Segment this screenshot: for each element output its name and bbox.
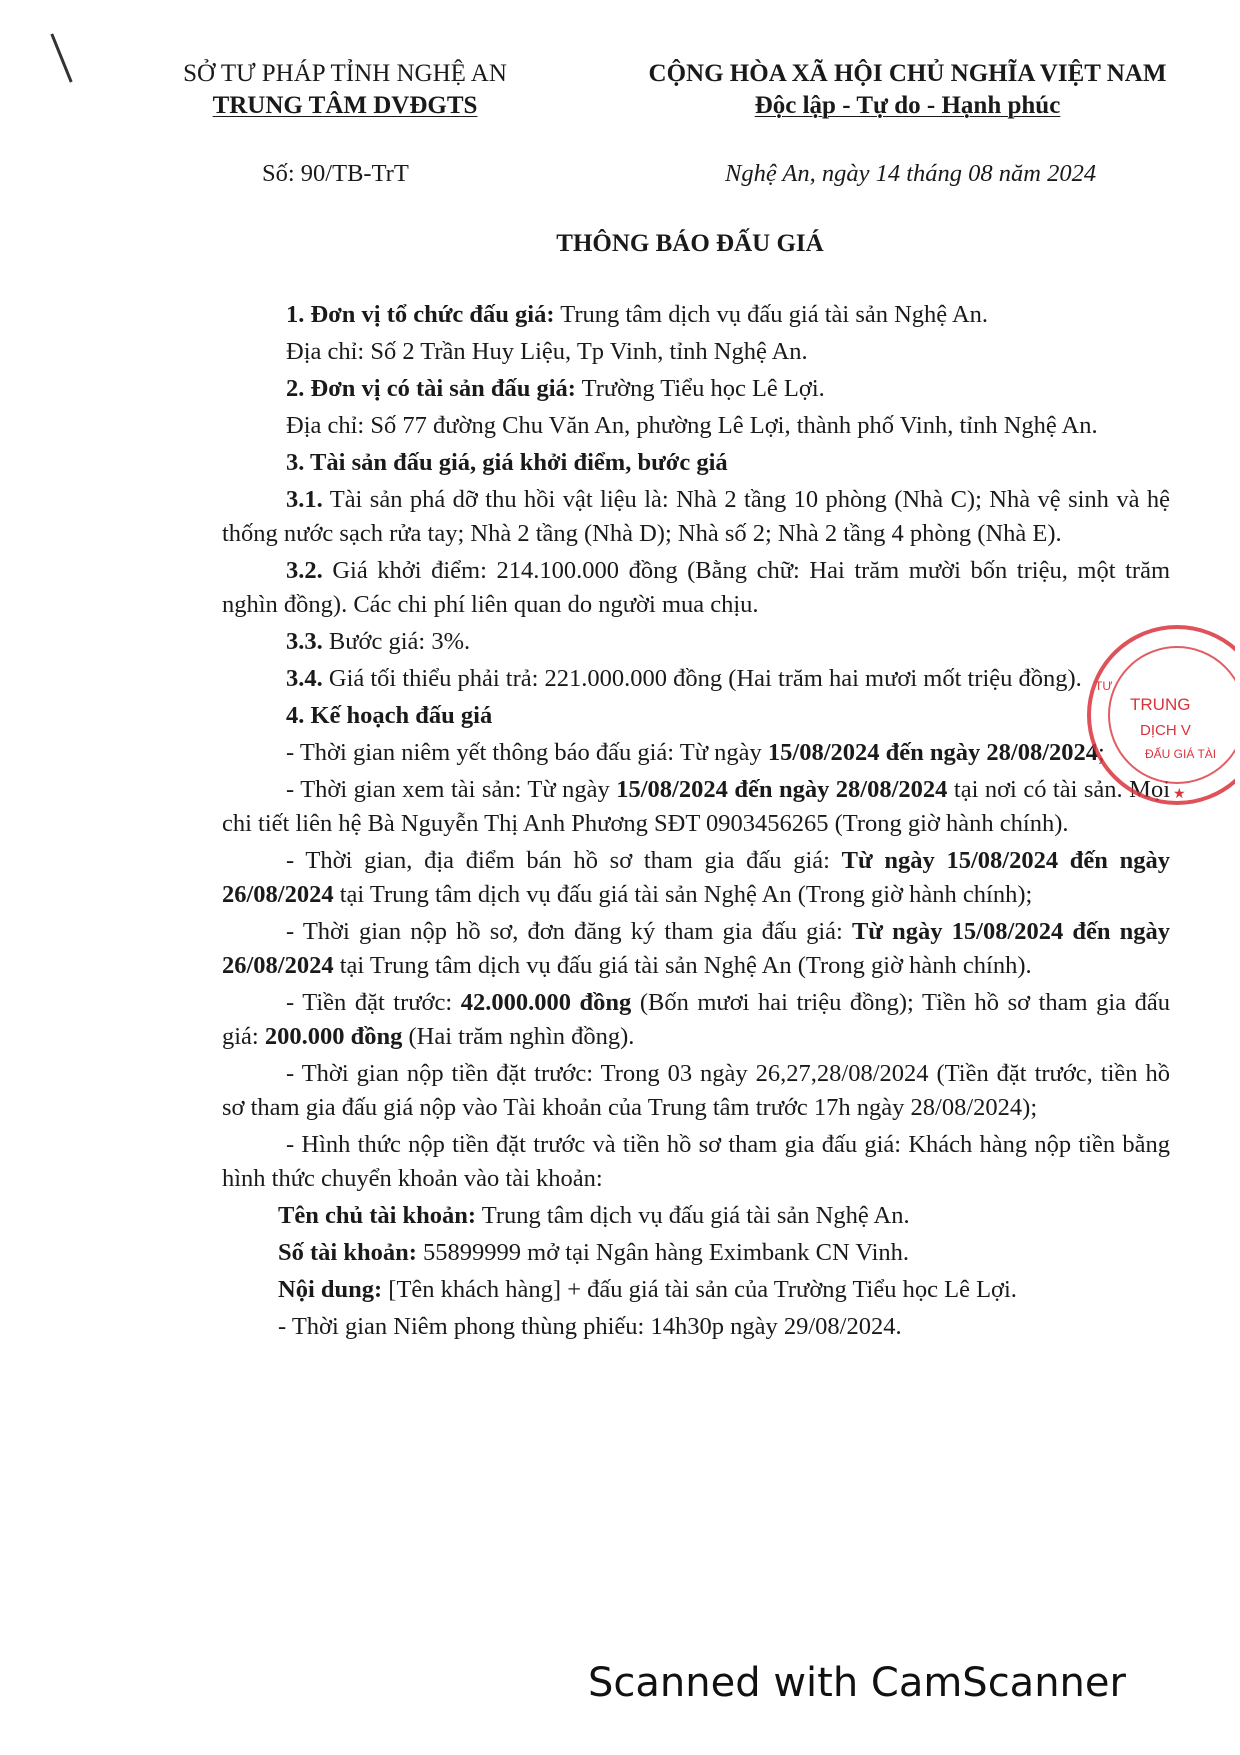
plan-dossier-sale bbox=[222, 844, 1170, 912]
seal-graphic bbox=[1085, 620, 1235, 810]
plan-2-end: tại nơi có tài sản. Mọi chi tiết liên hệ Bà Nguyễn Thị Anh Phương SĐT 0903456265 (Trong giờ hành chính). bbox=[222, 776, 1170, 837]
plan-posting-time bbox=[222, 736, 1170, 770]
section-3-2 bbox=[222, 554, 1170, 622]
section-1-label: 1. Đơn vị tổ chức đấu giá: bbox=[286, 301, 555, 328]
section-3-4-text: Giá tối thiểu phải trả: 221.000.000 đồng (Hai trăm hai mươi mốt triệu đồng). bbox=[322, 665, 1082, 692]
section-1-address: Địa chỉ: Số 2 Trần Huy Liệu, Tp Vinh, tỉnh Nghệ An. bbox=[286, 338, 808, 365]
pen-mark bbox=[50, 33, 72, 82]
plan-3-end: tại Trung tâm dịch vụ đấu giá tài sản Nghệ An (Trong giờ hành chính); bbox=[333, 881, 1033, 908]
plan-1-text: - Thời gian niêm yết thông báo đấu giá: Từ ngày bbox=[286, 739, 768, 766]
plan-3-text: - Thời gian, địa điểm bán hồ sơ tham gia đấu giá: bbox=[286, 847, 842, 874]
seal-side-text: TƯ bbox=[1095, 679, 1113, 693]
plan-1-end: ; bbox=[1098, 739, 1105, 766]
seal-line-2: DỊCH V bbox=[1140, 722, 1191, 739]
plan-deposit-time: - Thời gian nộp tiền đặt trước: Trong 03 ngày 26,27,28/08/2024 (Tiền đặt trước, tiền hồ sơ tham gia đấu giá nộp vào Tài khoản của Trung tâm trước 17h ngày 28/08/2024); bbox=[222, 1060, 1170, 1121]
section-3-4 bbox=[222, 662, 1170, 696]
account-owner bbox=[222, 1199, 1170, 1233]
section-3-3 bbox=[222, 625, 1170, 659]
place-date: Nghệ An, ngày 14 tháng 08 năm 2024 bbox=[725, 160, 1097, 187]
section-3-heading: 3. Tài sản đấu giá, giá khởi điểm, bước giá bbox=[286, 449, 728, 476]
national-title: CỘNG HÒA XÃ HỘI CHỦ NGHĨA VIỆT NAM bbox=[648, 60, 1167, 87]
plan-5-mid: (Bốn mươi hai triệu đồng); Tiền hồ sơ tham gia đấu giá: bbox=[222, 989, 1170, 1050]
plan-5-dossier-fee: 200.000 đồng bbox=[264, 1023, 403, 1050]
plan-2-dates: 15/08/2024 đến ngày 28/08/2024 bbox=[616, 776, 948, 803]
national-motto-text: Độc lập - Tự do - Hạnh phúc bbox=[754, 92, 1061, 119]
transfer-content-label: Nội dung: bbox=[278, 1276, 383, 1303]
plan-2-text: - Thời gian xem tài sản: Từ ngày bbox=[286, 776, 617, 803]
section-3-1-text: Tài sản phá dỡ thu hồi vật liệu là: Nhà 2 tầng 10 phòng (Nhà C); Nhà vệ sinh và hệ thống nước sạch rửa tay; Nhà 2 tầng (Nhà D); Nhà số 2; Nhà 2 tầng 4 phòng (Nhà E). bbox=[222, 486, 1170, 547]
section-1 bbox=[222, 298, 1170, 332]
section-3-1-label: 3.1. bbox=[286, 486, 323, 513]
plan-4-end: tại Trung tâm dịch vụ đấu giá tài sản Nghệ An (Trong giờ hành chính). bbox=[333, 952, 1032, 979]
account-owner-label: Tên chủ tài khoản: bbox=[278, 1202, 477, 1229]
account-number-label: Số tài khoản: bbox=[278, 1239, 417, 1266]
plan-ballot-sealing: - Thời gian Niêm phong thùng phiếu: 14h30p ngày 29/08/2024. bbox=[278, 1313, 902, 1340]
section-2 bbox=[222, 372, 1170, 406]
plan-1-dates: 15/08/2024 đến ngày 28/08/2024 bbox=[767, 739, 1098, 766]
plan-3-dates: Từ ngày 15/08/2024 đến ngày 26/08/2024 bbox=[222, 847, 1170, 908]
document-title: THÔNG BÁO ĐẤU GIÁ bbox=[556, 230, 824, 257]
section-2-text: Trường Tiểu học Lê Lợi. bbox=[575, 375, 825, 402]
scanner-watermark: Scanned with CamScanner bbox=[588, 1660, 1126, 1706]
seal-line-1: TRUNG bbox=[1130, 695, 1191, 714]
section-3-1 bbox=[222, 483, 1170, 551]
document-number: Số: 90/TB-TrT bbox=[262, 160, 409, 187]
transfer-content-value: [Tên khách hàng] + đấu giá tài sản của Trường Tiểu học Lê Lợi. bbox=[382, 1276, 1017, 1303]
section-1-text: Trung tâm dịch vụ đấu giá tài sản Nghệ An. bbox=[554, 301, 989, 328]
plan-4-dates: Từ ngày 15/08/2024 đến ngày 26/08/2024 bbox=[222, 918, 1170, 979]
plan-payment-method: - Hình thức nộp tiền đặt trước và tiền hồ sơ tham gia đấu giá: Khách hàng nộp tiền bằng hình thức chuyển khoản vào tài khoản: bbox=[222, 1131, 1170, 1192]
section-2-label: 2. Đơn vị có tài sản đấu giá: bbox=[286, 375, 576, 402]
section-3-3-label: 3.3. bbox=[286, 628, 323, 655]
plan-5-end: (Hai trăm nghìn đồng). bbox=[402, 1023, 635, 1050]
plan-5-text: - Tiền đặt trước: bbox=[286, 989, 461, 1016]
section-2-address: Địa chỉ: Số 77 đường Chu Văn An, phường Lê Lợi, thành phố Vinh, tỉnh Nghệ An. bbox=[286, 412, 1098, 439]
document-body bbox=[222, 298, 1170, 1347]
transfer-content bbox=[222, 1273, 1170, 1307]
official-seal bbox=[1085, 620, 1235, 810]
section-3-4-label: 3.4. bbox=[286, 665, 323, 692]
account-number-value: 55899999 mở tại Ngân hàng Eximbank CN Vinh. bbox=[416, 1239, 910, 1266]
section-4-heading: 4. Kế hoạch đấu giá bbox=[286, 702, 493, 729]
plan-viewing-time bbox=[222, 773, 1170, 841]
org-name bbox=[150, 92, 540, 120]
plan-5-deposit-amount: 42.000.000 đồng bbox=[460, 989, 632, 1016]
plan-deposit bbox=[222, 986, 1170, 1054]
national-motto bbox=[600, 92, 1215, 120]
plan-dossier-submission bbox=[222, 915, 1170, 983]
section-3-2-text: Giá khởi điểm: 214.100.000 đồng (Bằng chữ: Hai trăm mười bốn triệu, một trăm nghìn đồng). Các chi phí liên quan do người mua chịu. bbox=[222, 557, 1170, 618]
plan-4-text: - Thời gian nộp hồ sơ, đơn đăng ký tham gia đấu giá: bbox=[286, 918, 852, 945]
org-name-text: TRUNG TÂM DVĐGTS bbox=[212, 92, 478, 119]
seal-line-3: ĐẤU GIÁ TÀI bbox=[1145, 747, 1217, 761]
account-number bbox=[222, 1236, 1170, 1270]
section-3-3-text: Bước giá: 3%. bbox=[322, 628, 471, 655]
account-owner-value: Trung tâm dịch vụ đấu giá tài sản Nghệ An. bbox=[476, 1202, 910, 1229]
section-3-2-label: 3.2. bbox=[286, 557, 323, 584]
org-parent: SỞ TƯ PHÁP TỈNH NGHỆ AN bbox=[183, 60, 507, 87]
seal-star-icon: ★ bbox=[1173, 787, 1186, 802]
